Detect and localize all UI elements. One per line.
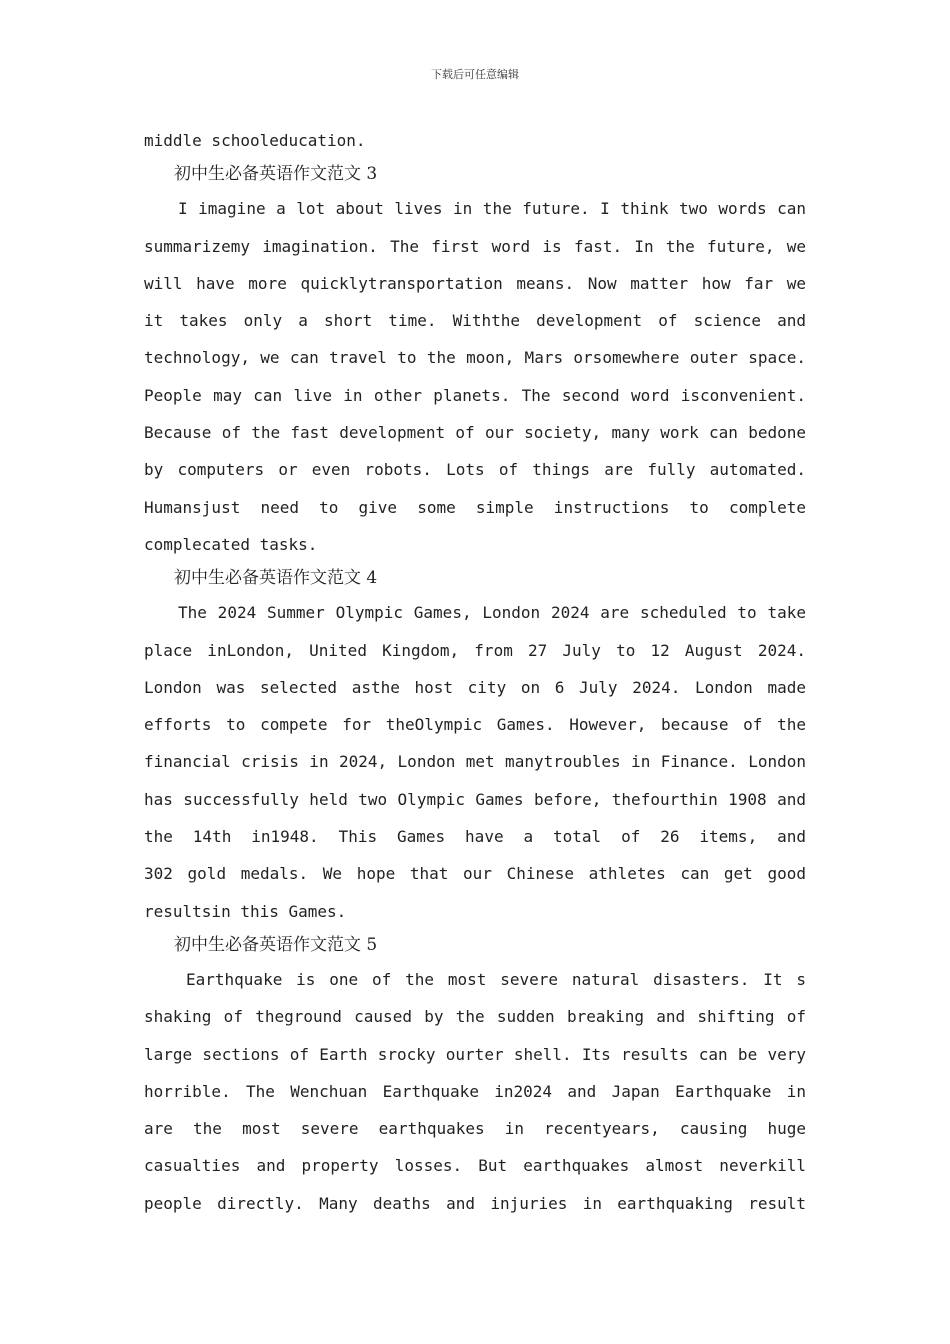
text-line: The 2024 Summer Olympic Games, London 2024 are scheduled to take	[178, 603, 806, 623]
text-line: technology, we can travel to the moon, Mars orsomewhere outer space.	[144, 348, 806, 368]
text-line: by computers or even robots. Lots of things are fully automated.	[144, 460, 806, 480]
text-line: Earthquake is one of the most severe natural disasters. It s	[186, 969, 806, 989]
text-line: financial crisis in 2024, London met manytroubles in Finance. London	[144, 752, 806, 772]
text-line: I imagine a lot about lives in the future. I think two words can	[178, 199, 806, 219]
text-line: shaking of theground caused by the sudden breaking and shifting of	[144, 1007, 806, 1027]
text-line: has successfully held two Olympic Games before, thefourthin 1908 and	[144, 789, 806, 809]
text-line: complecated tasks.	[144, 534, 318, 554]
text-line: casualties and property losses. But earthquakes almost neverkill	[144, 1156, 806, 1176]
text-line: people directly. Many deaths and injuries in earthquaking result	[144, 1193, 806, 1213]
text-line: efforts to compete for theOlympic Games. However, because of the	[144, 715, 806, 735]
essay-heading: 初中生必备英语作文范文 4	[174, 568, 378, 589]
text-line: 302 gold medals. We hope that our Chinese athletes can get good	[144, 864, 806, 884]
text-line: London was selected asthe host city on 6 July 2024. London made	[144, 677, 806, 697]
text-line: summarizemy imagination. The first word is fast. In the future, we	[144, 236, 806, 256]
text-line: Humansjust need to give some simple instructions to complete	[144, 497, 806, 517]
essay-heading: 初中生必备英语作文范文 5	[174, 934, 378, 955]
text-line: Because of the fast development of our society, many work can bedone	[144, 423, 806, 443]
text-line: large sections of Earth srocky ourter shell. Its results can be very	[144, 1044, 806, 1064]
text-line: middle schooleducation.	[144, 131, 366, 150]
text-line: are the most severe earthquakes in recentyears, causing huge	[144, 1119, 806, 1139]
text-line: resultsin this Games.	[144, 901, 347, 921]
text-line: the 14th in1948. This Games have a total of 26 items, and	[144, 827, 806, 847]
document-body	[144, 122, 806, 1222]
text-line: horrible. The Wenchuan Earthquake in2024 and Japan Earthquake in	[144, 1081, 806, 1101]
essay-heading: 初中生必备英语作文范文 3	[174, 164, 378, 185]
text-line: People may can live in other planets. The second word isconvenient.	[144, 385, 806, 405]
text-line: place inLondon, United Kingdom, from 27 July to 12 August 2024.	[144, 640, 806, 660]
text-line: will have more quicklytransportation means. Now matter how far we	[144, 273, 806, 293]
page-header-note: 下载后可任意编辑	[431, 68, 519, 81]
text-line: it takes only a short time. Withthe development of science and	[144, 311, 806, 331]
